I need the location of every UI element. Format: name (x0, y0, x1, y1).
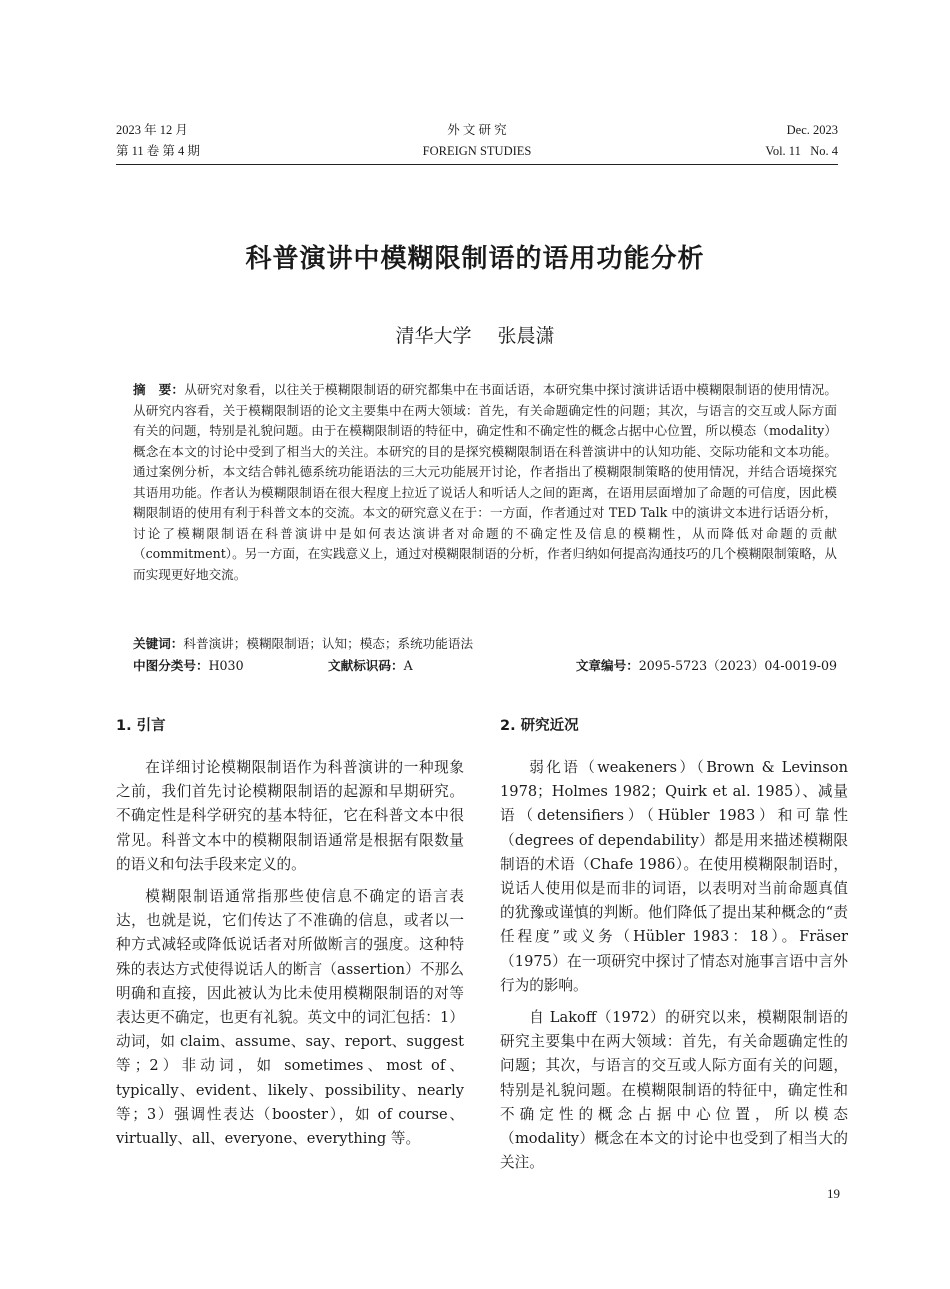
page-number: 19 (827, 1186, 840, 1201)
abstract (133, 380, 837, 585)
article-number-label: 文章编号： (575, 658, 639, 673)
header-center (116, 120, 838, 162)
keywords-label: 关键词： (133, 636, 184, 651)
body-paragraph: 自 Lakoff（1972）的研究以来，模糊限制语的研究主要集中在两大领域：首先，有关命题确定性的问题；其次，与语言的交互或人际方面有关的问题，特别是礼貌问题。在模糊限制语的特征中，确定性和不确定性的概念占据中心位置，所以模态（modality）概念在本文的讨论中也受到了相当大的关注。 (500, 1009, 848, 1172)
header-right (765, 120, 838, 162)
author-name: 张晨潇 (497, 325, 555, 347)
doc-label: 文献标识码： (328, 658, 404, 673)
author-line (0, 321, 950, 348)
article-title: 科普演讲中模糊限制语的语用功能分析 (245, 244, 705, 274)
clc-value: H030 (208, 658, 244, 673)
abstract-text: 从研究对象看，以往关于模糊限制语的研究都集中在书面话语，本研究集中探讨演讲话语中模糊限制语的使用情况。从研究内容看，关于模糊限制语的论文主要集中在两大领域：首先，有关命题确定性的问题；其次，与语言的交互或人际方面有关的问题，特别是礼貌问题。由于在模糊限制语的特征中，确定性和不确定性的概念占据中心位置，所以模态（modality）概念在本文的讨论中受到了相当大的关注。本研究的目的是探究模糊限制语在科普演讲中的认知功能、交际功能和文本功能。通过案例分析，本文结合韩礼德系统功能语法的三大元功能展开讨论，作者指出了模糊限制策略的使用情况，并结合语境探究其语用功能。作者认为模糊限制语在很大程度上拉近了说话人和听话人之间的距离，在语用层面增加了命题的可信度，因此模糊限制语的使用有利于科普文本的交流。本文的研究意义在于：一方面，作者通过对 TED Talk 中的演讲文本进行话语分析，讨论了模糊限制语在科普演讲中是如何表达演讲者对命题的不确定性及信息的模糊性，从而降低对命题的贡献（commitment）。另一方面，在实践意义上，通过对模糊限制语的分析，作者归纳如何提高沟通技巧的几个模糊限制策略，从而实现更好地交流。 (133, 382, 838, 582)
body-paragraph: 弱化语（weakeners）（Brown & Levinson 1978；Holmes 1982；Quirk et al. 1985）、减量语（detensifiers）（Hübler 1983）和可靠性（degrees of dependability）都是用来描述模糊限制语的术语（Chafe 1986）。在使用模糊限制语时，说话人使用似是而非的词语，以表明对当前命题真值的犹豫或谨慎的判断。他们降低了提出某种概念的“责任程度”或义务（Hübler 1983：18）。Fräser（1975）在一项研究中探讨了情态对施事言语中言外行为的影响。 (500, 759, 848, 994)
left-column (116, 714, 464, 1151)
keywords (133, 634, 837, 654)
header-journal-cn: 外 文 研 究 (447, 123, 507, 137)
header-date-en: Dec. 2023 (786, 123, 838, 137)
author-affiliation: 清华大学 (395, 325, 472, 347)
article-number (576, 656, 837, 676)
abstract-label: 摘 要： (133, 382, 185, 397)
section-heading-research-status: 2. 研究近况 (500, 718, 579, 734)
doc-code (328, 656, 413, 676)
header-date-cn: 2023 年 12 月 (116, 123, 188, 137)
article-number-value: 2095-5723（2023）04-0019-09 (638, 658, 837, 673)
header-journal-en: FOREIGN STUDIES (422, 144, 532, 158)
clc-label: 中图分类号： (133, 658, 209, 673)
section-heading-introduction: 1. 引言 (116, 718, 166, 734)
body-paragraph: 模糊限制语通常指那些使信息不确定的语言表达，也就是说，它们传达了不准确的信息，或者以一种方式减轻或降低说话者对所做断言的强度。这种特殊的表达方式使得说话人的断言（assertion）不那么明确和直接，因此被认为比未使用模糊限制语的对等表达更不确定，也更有礼貌。英文中的词汇包括：1）动词，如 claim、assume、say、report、suggest 等；2）非动词，如 sometimes、most of、typically、evident、likely、possibility、nearly 等；3）强调性表达（booster），如 of course、virtually、all、everyone、everything 等。 (116, 888, 464, 1148)
header-volume-cn: 第 11 卷 第 4 期 (116, 144, 200, 158)
body-paragraph: 在详细讨论模糊限制语作为科普演讲的一种现象之前，我们首先讨论模糊限制语的起源和早期研究。不确定性是科学研究的基本特征，它在科普文本中很常见。科普文本中的模糊限制语通常是根据有限数量的语义和句法手段来定义的。 (116, 759, 464, 873)
keywords-text: 科普演讲；模糊限制语；认知；模态；系统功能语法 (183, 636, 474, 651)
header-divider (116, 164, 838, 165)
clc-number (133, 656, 244, 676)
right-column (500, 714, 848, 1175)
running-header (116, 120, 838, 162)
doc-value: A (403, 658, 413, 673)
header-volume-en: Vol. 11 No. 4 (765, 144, 838, 158)
